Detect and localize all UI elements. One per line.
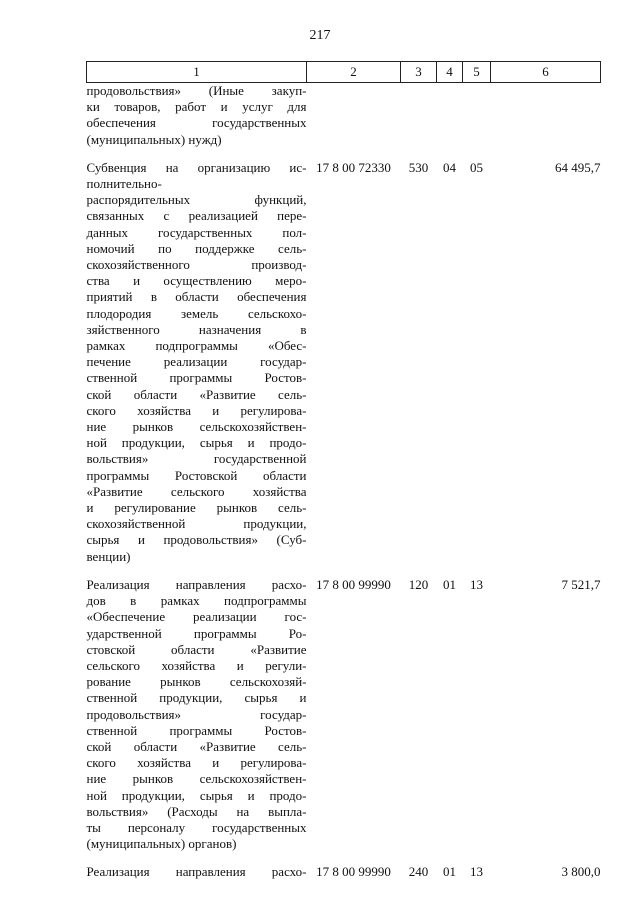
subsection: 13 — [470, 576, 483, 592]
description-line: ской области «Развитие сель- — [86, 386, 307, 402]
budget-table — [86, 61, 601, 881]
description-line: венции) — [86, 548, 131, 564]
section: 01 — [443, 864, 456, 880]
description-line: рамках подпрограммы «Обес- — [86, 338, 307, 354]
header-col-6: 6 — [491, 62, 601, 83]
table-row — [87, 864, 601, 880]
description-line: продовольствия» государ- — [86, 706, 307, 722]
description-line: ние рынков сельскохозяйствен- — [86, 771, 307, 787]
description-line: сырья и продовольствия» (Суб- — [86, 532, 307, 548]
description-line: ского хозяйства и регулирова- — [86, 402, 307, 418]
description-line: ской области «Развитие сель- — [86, 738, 307, 754]
header-col-4: 4 — [437, 62, 463, 83]
amount — [491, 83, 601, 148]
amount: 7 521,7 — [561, 576, 601, 592]
description-line: ты персоналу государственных — [86, 819, 307, 835]
expense-type — [401, 83, 437, 148]
header-row — [87, 62, 601, 83]
description-line: сельского хозяйства и регули- — [86, 657, 307, 673]
description-line: ства и осуществлению меро- — [86, 273, 307, 289]
description-line: ственной продукции, сырья и — [86, 690, 307, 706]
header-col-5: 5 — [463, 62, 491, 83]
header-col-3: 3 — [401, 62, 437, 83]
description-line: и регулирование рынков сель- — [86, 500, 307, 516]
description-line: «Развитие сельского хозяйства — [86, 483, 307, 499]
description-line: скохозяйственного производ- — [86, 257, 307, 273]
description-line: вольствия» (Расходы на выпла- — [86, 803, 307, 819]
description-line: ственной программы Ростов- — [86, 722, 307, 738]
row-spacer — [87, 148, 601, 160]
target-code — [307, 83, 401, 148]
header-col-1: 1 — [87, 62, 307, 83]
description-line: стовской области «Развитие — [86, 641, 307, 657]
row-description — [87, 864, 307, 880]
description-line: обеспечения государственных — [86, 115, 307, 131]
description-line: скохозяйственной продукции, — [86, 516, 307, 532]
subsection: 13 — [470, 864, 483, 880]
table-row — [87, 160, 601, 565]
description-line: приятий в области обеспечения — [86, 289, 307, 305]
description-line: ки товаров, работ и услуг для — [86, 99, 307, 115]
description-line: Реализация направления расхо- — [86, 864, 307, 880]
description-line: зяйственного назначения в — [86, 321, 307, 337]
row-spacer-cell — [87, 565, 601, 577]
description-line: печение реализации государ- — [86, 354, 307, 370]
description-line: (муниципальных) нужд) — [86, 131, 222, 147]
description-line: полнительно- — [86, 176, 162, 192]
section: 01 — [443, 576, 456, 592]
target-code: 17 8 00 99990 — [316, 864, 391, 880]
description-line: «Обеспечение реализации гос- — [86, 609, 307, 625]
target-code: 17 8 00 99990 — [316, 576, 391, 592]
section — [437, 83, 463, 148]
expense-type: 240 — [408, 864, 429, 880]
row-spacer — [87, 565, 601, 577]
table-row — [87, 577, 601, 852]
description-line: ние рынков сельскохозяйствен- — [86, 419, 307, 435]
description-line: Реализация направления расхо- — [86, 576, 307, 592]
expense-type: 120 — [408, 576, 429, 592]
section: 04 — [443, 159, 456, 175]
description-line: номочий по поддержке сель- — [86, 240, 307, 256]
description-line: (муниципальных) органов) — [86, 836, 237, 852]
description-line: ной продукции, сырья и продо- — [86, 787, 307, 803]
description-line: связанных с реализацией пере- — [86, 208, 307, 224]
page-number: 217 — [309, 28, 331, 43]
description-line: распорядительных функций, — [86, 192, 307, 208]
amount: 64 495,7 — [555, 159, 601, 175]
header-col-2: 2 — [307, 62, 401, 83]
description-line: программы Ростовской области — [86, 467, 307, 483]
description-line: данных государственных пол- — [86, 224, 307, 240]
description-line: дов в рамках подпрограммы — [86, 593, 307, 609]
description-line: ственной программы Ростов- — [86, 370, 307, 386]
target-code: 17 8 00 72330 — [316, 159, 391, 175]
expense-type: 530 — [408, 159, 429, 175]
description-line: продовольствия» (Иные закуп- — [86, 83, 307, 98]
subsection — [463, 83, 491, 148]
row-description — [87, 83, 307, 148]
description-line: ского хозяйства и регулирова- — [86, 755, 307, 771]
row-description — [87, 160, 307, 565]
description-line: вольствия» государственной — [86, 451, 307, 467]
subsection: 05 — [470, 159, 483, 175]
description-line: ной продукции, сырья и продо- — [86, 435, 307, 451]
description-line: рование рынков сельскохозяй- — [86, 674, 307, 690]
amount: 3 800,0 — [561, 864, 601, 880]
description-line: ударственной программы Ро- — [86, 625, 307, 641]
row-description — [87, 577, 307, 852]
description-line: Субвенция на организацию ис- — [86, 159, 307, 175]
row-spacer-cell — [87, 148, 601, 160]
row-spacer-cell — [87, 852, 601, 864]
row-spacer — [87, 852, 601, 864]
description-line: плодородия земель сельскохо- — [86, 305, 307, 321]
table-row — [87, 83, 601, 148]
